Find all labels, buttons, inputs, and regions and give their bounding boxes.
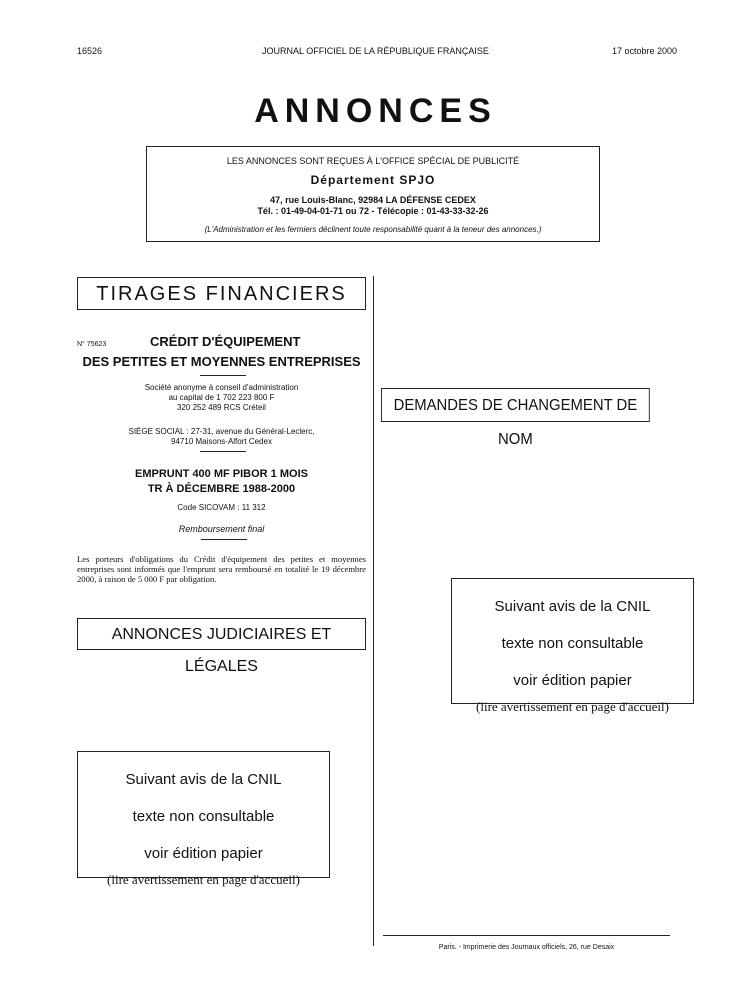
siege-info: [77, 427, 366, 447]
company-line: Société anonyme à conseil d'administration: [144, 383, 299, 392]
annonce-body: Les porteurs d'obligations du Crédit d'équipement des petites et moyennes entreprises sont informés que l'emprunt sera remboursé en totalité le 19 décembre 2000, à raison de 5 000 F par obligation.: [77, 554, 366, 584]
remboursement-label: Remboursement final: [178, 524, 265, 534]
section-heading-demandes-label: DEMANDES DE CHANGEMENT DE NOM: [393, 397, 638, 448]
cnil-line2: texte non consultable: [132, 808, 275, 825]
section-heading-demandes: [381, 388, 650, 448]
disclaimer: (L'Administration et les fermiers déclinent toute responsabilité quant à la teneur des annonces.): [204, 225, 542, 234]
company-rcs: 320 252 489 RCS Créteil: [177, 403, 266, 412]
page-title: ANNONCES: [254, 92, 497, 130]
department-name: Département SPJO: [310, 173, 436, 187]
separator-rule: [200, 451, 246, 452]
siege-city: 94710 Maisons-Alfort Cedex: [171, 437, 272, 446]
issue-date: 17 octobre 2000: [611, 46, 677, 56]
page-number: 16526: [77, 46, 103, 56]
annonce-number: N° 75623: [77, 341, 107, 348]
company-capital: au capital de 1 702 223 800 F: [168, 393, 275, 402]
cnil-line3: voir édition papier: [513, 672, 632, 689]
code-sicovam: Code SICOVAM : 11 312: [177, 503, 266, 512]
cnil-line3: voir édition papier: [144, 845, 263, 862]
separator-rule: [200, 375, 246, 376]
emprunt-line2: TR À DÉCEMBRE 1988-2000: [147, 483, 296, 495]
cnil-notice-box: [451, 578, 694, 714]
separator-rule: [201, 539, 247, 540]
section-heading-judiciaires-label: ANNONCES JUDICIAIRES ET LÉGALES: [111, 626, 332, 675]
footer-rule: [383, 935, 670, 936]
cnil-line4: (lire avertissement en page d'accueil): [476, 699, 669, 714]
cnil-notice-box: [77, 751, 330, 887]
annonce-title-line1: CRÉDIT D'ÉQUIPEMENT: [150, 334, 301, 349]
section-heading-judiciaires: [77, 618, 366, 675]
printer-footer: Paris. - Imprimerie des Journaux officiels, 26, rue Desaix: [438, 944, 615, 951]
info-line: LES ANNONCES SONT REÇUES À L'OFFICE SPÉCIAL DE PUBLICITÉ: [226, 156, 520, 166]
annonce-title-line2: DES PETITES ET MOYENNES ENTREPRISES: [82, 354, 361, 369]
department-phone: Tél. : 01-49-04-01-71 ou 72 - Télécopie : 01-43-33-32-26: [257, 206, 489, 216]
cnil-line1: Suivant avis de la CNIL: [125, 771, 282, 788]
cnil-line4: (lire avertissement en page d'accueil): [107, 872, 300, 887]
section-heading-tirages: TIRAGES FINANCIERS: [77, 277, 366, 310]
publicity-info-box: [146, 146, 600, 242]
cnil-line2: texte non consultable: [501, 635, 644, 652]
cnil-line1: Suivant avis de la CNIL: [494, 598, 651, 615]
siege-line: SIÈGE SOCIAL : 27-31, avenue du Général-Leclerc,: [128, 427, 315, 436]
journal-title: JOURNAL OFFICIEL DE LA RÉPUBLIQUE FRANÇAISE: [262, 46, 489, 56]
emprunt-line1: EMPRUNT 400 MF PIBOR 1 MOIS: [135, 468, 308, 480]
department-address: 47, rue Louis-Blanc, 92984 LA DÉFENSE CEDEX: [270, 195, 476, 205]
emprunt-title: [77, 467, 366, 497]
column-divider: [373, 276, 374, 946]
company-info: [77, 383, 366, 413]
